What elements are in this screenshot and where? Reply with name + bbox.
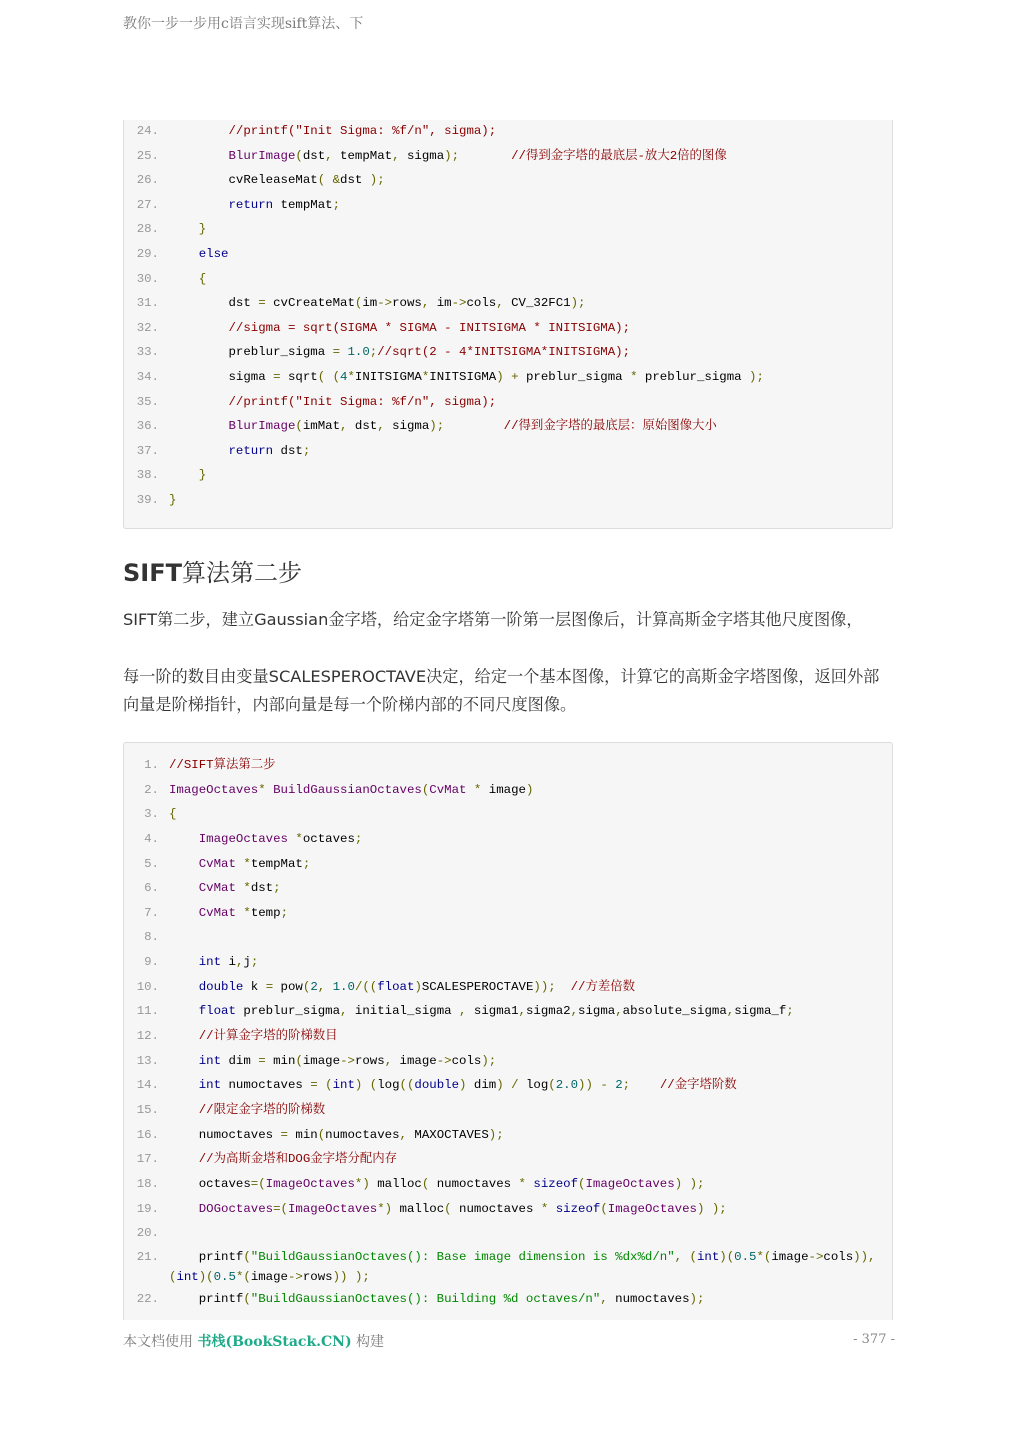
code-line <box>124 975 892 1000</box>
page-number: - 377 - <box>853 1332 895 1347</box>
line-number: 38. <box>136 468 159 483</box>
footer-suffix: 构建 <box>351 1334 385 1350</box>
paragraph-1: SIFT第二步，建立Gaussian金字塔，给定金字塔第一阶第一层图像后，计算高斯金字塔其他尺度图像， <box>123 610 863 629</box>
bookstack-link[interactable]: 书栈(BookStack.CN) <box>197 1334 352 1350</box>
line-number: 35. <box>136 394 159 409</box>
code-line <box>124 827 892 852</box>
line-number: 20. <box>136 1226 159 1241</box>
code-line <box>124 1123 892 1148</box>
line-number: 8. <box>144 930 159 945</box>
line-number: 13. <box>136 1053 159 1068</box>
line-number: 14. <box>136 1078 159 1093</box>
code-text: printf("BuildGaussianOctaves(): Base image dimension is %dx%d/n", (int)(0.5*(image->cols)), <box>169 1249 876 1264</box>
code-text: BlurImage(imMat, dst, sigma); //得到金字塔的最底层：原始图像大小 <box>228 419 717 434</box>
code-line <box>124 778 892 803</box>
code-lines <box>124 120 892 513</box>
page-header-title: 教你一步一步用c语言实现sift算法、下 <box>123 16 364 32</box>
code-block-2 <box>123 742 893 1320</box>
line-number: 29. <box>136 246 159 261</box>
code-text: BlurImage(dst, tempMat, sigma); //得到金字塔的最底层-放大2倍的图像 <box>228 148 727 163</box>
code-text: //限定金字塔的阶梯数 <box>198 1102 326 1117</box>
code-line <box>124 1172 892 1197</box>
code-line <box>124 876 892 901</box>
code-text: ImageOctaves* BuildGaussianOctaves(CvMat * image) <box>169 782 534 797</box>
code-text: DOGoctaves=(ImageOctaves*) malloc( numoctaves * sizeof(ImageOctaves) ); <box>198 1201 727 1216</box>
code-line <box>124 267 892 292</box>
line-number: 25. <box>136 148 159 163</box>
code-text: float preblur_sigma, initial_sigma , sigma1,sigma2,sigma,absolute_sigma,sigma_f; <box>198 1004 794 1019</box>
code-line <box>124 488 892 513</box>
code-line <box>124 925 892 950</box>
line-number: 31. <box>136 296 159 311</box>
code-text: return dst; <box>228 443 311 458</box>
code-line <box>124 168 892 193</box>
code-text: int dim = min(image->rows, image->cols); <box>198 1053 497 1068</box>
footer-credit <box>123 1331 384 1351</box>
code-text: else <box>198 246 229 261</box>
code-text: double k = pow(2, 1.0/((float)SCALESPEROCTAVE)); //方差倍数 <box>198 979 636 994</box>
line-number: 17. <box>136 1152 159 1167</box>
code-line <box>124 316 892 341</box>
code-text: int i,j; <box>198 955 259 970</box>
section-title-latin: SIFT <box>123 559 182 587</box>
code-line <box>124 144 892 169</box>
code-text: CvMat *temp; <box>198 905 288 920</box>
code-line <box>124 999 892 1024</box>
code-line <box>124 1098 892 1123</box>
code-line <box>124 340 892 365</box>
line-number: 18. <box>136 1176 159 1191</box>
line-number: 10. <box>136 979 159 994</box>
line-number: 5. <box>144 856 159 871</box>
code-text: preblur_sigma = 1.0;//sqrt(2 - 4*INITSIGMA*INITSIGMA); <box>169 345 631 360</box>
code-line <box>124 1287 892 1312</box>
paragraph-2: 每一阶的数目由变量SCALESPEROCTAVE决定，给定一个基本图像，计算它的高斯金字塔图像，返回外部向量是阶梯指针，内部向量是每一个阶梯内部的不同尺度图像。 <box>123 667 880 714</box>
line-number: 15. <box>136 1102 159 1117</box>
code-text: cvReleaseMat( &dst ); <box>169 173 385 188</box>
code-text: //printf("Init Sigma: %f/n", sigma); <box>228 394 497 409</box>
code-line <box>124 439 892 464</box>
code-text: //sigma = sqrt(SIGMA * SIGMA - INITSIGMA * INITSIGMA); <box>228 320 631 335</box>
line-number: 16. <box>136 1127 159 1142</box>
code-line <box>124 390 892 415</box>
code-text: CvMat *tempMat; <box>198 856 311 871</box>
code-text: { <box>198 271 207 286</box>
line-number: 7. <box>144 905 159 920</box>
code-line <box>124 1049 892 1074</box>
code-lines <box>124 753 892 1311</box>
section-title-cjk: 算法第二步 <box>181 559 302 587</box>
code-line <box>124 950 892 975</box>
code-line <box>124 242 892 267</box>
code-line <box>124 1221 892 1246</box>
line-number: 30. <box>136 271 159 286</box>
code-text: ImageOctaves *octaves; <box>198 831 363 846</box>
code-text: //计算金字塔的阶梯数目 <box>198 1029 338 1044</box>
code-text: octaves=(ImageOctaves*) malloc( numoctaves * sizeof(ImageOctaves) ); <box>169 1176 705 1191</box>
code-line <box>124 901 892 926</box>
footer-prefix: 本文档使用 <box>123 1334 198 1350</box>
code-text: } <box>198 468 207 483</box>
code-line <box>124 217 892 242</box>
code-text: //printf("Init Sigma: %f/n", sigma); <box>228 124 497 138</box>
line-number: 12. <box>136 1029 159 1044</box>
code-line <box>124 463 892 488</box>
line-number: 32. <box>136 320 159 335</box>
code-text: } <box>169 492 177 507</box>
line-number: 33. <box>136 345 159 360</box>
code-line <box>124 291 892 316</box>
code-text: //SIFT算法第二步 <box>169 758 276 772</box>
code-line <box>124 365 892 390</box>
line-number: 22. <box>136 1291 159 1306</box>
line-number: 1. <box>144 758 159 772</box>
code-line <box>124 802 892 827</box>
line-number: 27. <box>136 197 159 212</box>
code-line <box>124 852 892 877</box>
line-number: 26. <box>136 173 159 188</box>
section-title <box>123 553 302 588</box>
line-number: 6. <box>144 881 159 896</box>
code-line <box>124 414 892 439</box>
code-text: return tempMat; <box>228 197 341 212</box>
line-number: 19. <box>136 1201 159 1216</box>
code-text: printf("BuildGaussianOctaves(): Building %d octaves/n", numoctaves); <box>169 1291 705 1306</box>
code-line <box>124 1073 892 1098</box>
line-number: 28. <box>136 222 159 237</box>
line-number: 21. <box>136 1249 159 1264</box>
code-line <box>124 1147 892 1172</box>
line-number: 34. <box>136 369 159 384</box>
code-line <box>124 120 892 144</box>
code-block-1 <box>123 120 893 529</box>
line-number: 2. <box>144 782 159 797</box>
code-text: //为高斯金塔和DOG金字塔分配内存 <box>198 1152 398 1167</box>
code-text: { <box>169 807 177 822</box>
line-number: 4. <box>144 831 159 846</box>
code-line <box>124 1024 892 1049</box>
code-line <box>124 753 892 778</box>
code-line <box>124 1246 892 1268</box>
code-text: CvMat *dst; <box>198 881 281 896</box>
line-number: 37. <box>136 443 159 458</box>
line-number: 39. <box>136 492 159 507</box>
code-line <box>124 1268 892 1287</box>
code-text: } <box>198 222 207 237</box>
line-number: 9. <box>144 955 159 970</box>
line-number: 3. <box>144 807 159 822</box>
line-number: 36. <box>136 419 159 434</box>
line-number: 11. <box>136 1004 159 1019</box>
code-line <box>124 193 892 218</box>
code-text: (int)(0.5*(image->rows)) ); <box>169 1269 370 1284</box>
code-line <box>124 1197 892 1222</box>
code-text: dst = cvCreateMat(im->rows, im->cols, CV_32FC1); <box>169 296 586 311</box>
code-text: int numoctaves = (int) (log((double) dim) / log(2.0)) - 2; //金字塔阶数 <box>198 1078 737 1093</box>
code-text: numoctaves = min(numoctaves, MAXOCTAVES); <box>169 1127 504 1142</box>
code-text: sigma = sqrt( (4*INITSIGMA*INITSIGMA) + preblur_sigma * preblur_sigma ); <box>169 369 764 384</box>
line-number: 24. <box>136 124 159 138</box>
